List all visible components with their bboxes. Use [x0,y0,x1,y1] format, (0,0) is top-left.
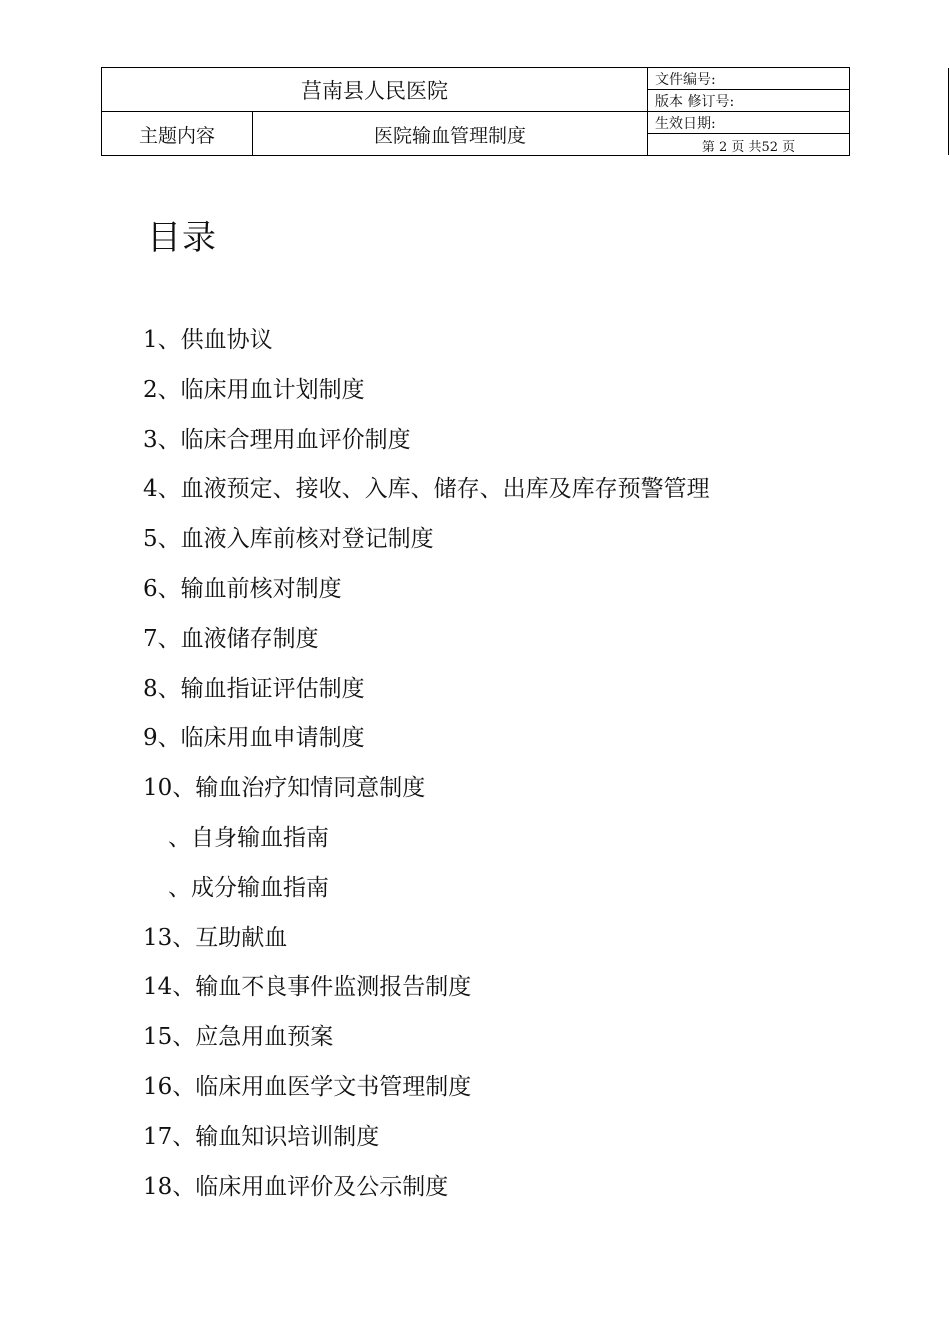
toc-item: 10、输血治疗知情同意制度 [143,775,426,802]
toc-item: 5、血液入库前核对登记制度 [143,526,434,553]
version-label: 版本 修订号: [648,90,849,112]
toc-item: 14、输血不良事件监测报告制度 [143,974,472,1001]
toc-item: 、成分输血指南 [168,874,329,901]
toc-item: 4、血液预定、接收、入库、储存、出库及库存预警管理 [143,476,710,503]
toc-item: 8、输血指证评估制度 [143,675,365,702]
toc-item: 13、互助献血 [143,924,288,951]
doc-number-label: 文件编号: [648,68,849,90]
table-border-line [948,68,949,155]
toc-item: 2、临床用血计划制度 [143,376,365,403]
document-header-table [101,67,850,156]
hospital-name: 莒南县人民医院 [102,68,648,112]
toc-item: 1、供血协议 [143,327,273,353]
toc-item: 7、血液储存制度 [143,625,319,652]
toc-title: 目录 [147,218,217,258]
toc-item: 15、应急用血预案 [143,1024,334,1051]
toc-item: 16、临床用血医学文书管理制度 [143,1073,472,1100]
topic-label: 主题内容 [102,112,253,156]
effective-date-label: 生效日期: [648,112,849,134]
toc-list [143,320,710,1216]
page-info: 第 2 页 共52 页 [701,139,796,155]
topic-value: 医院输血管理制度 [253,112,648,156]
toc-item: 6、输血前核对制度 [143,575,342,602]
toc-item: 3、临床合理用血评价制度 [143,426,411,453]
toc-item: 、自身输血指南 [168,824,329,851]
toc-item: 18、临床用血评价及公示制度 [143,1173,449,1200]
toc-item: 9、临床用血申请制度 [143,725,365,752]
toc-item: 17、输血知识培训制度 [143,1123,380,1150]
